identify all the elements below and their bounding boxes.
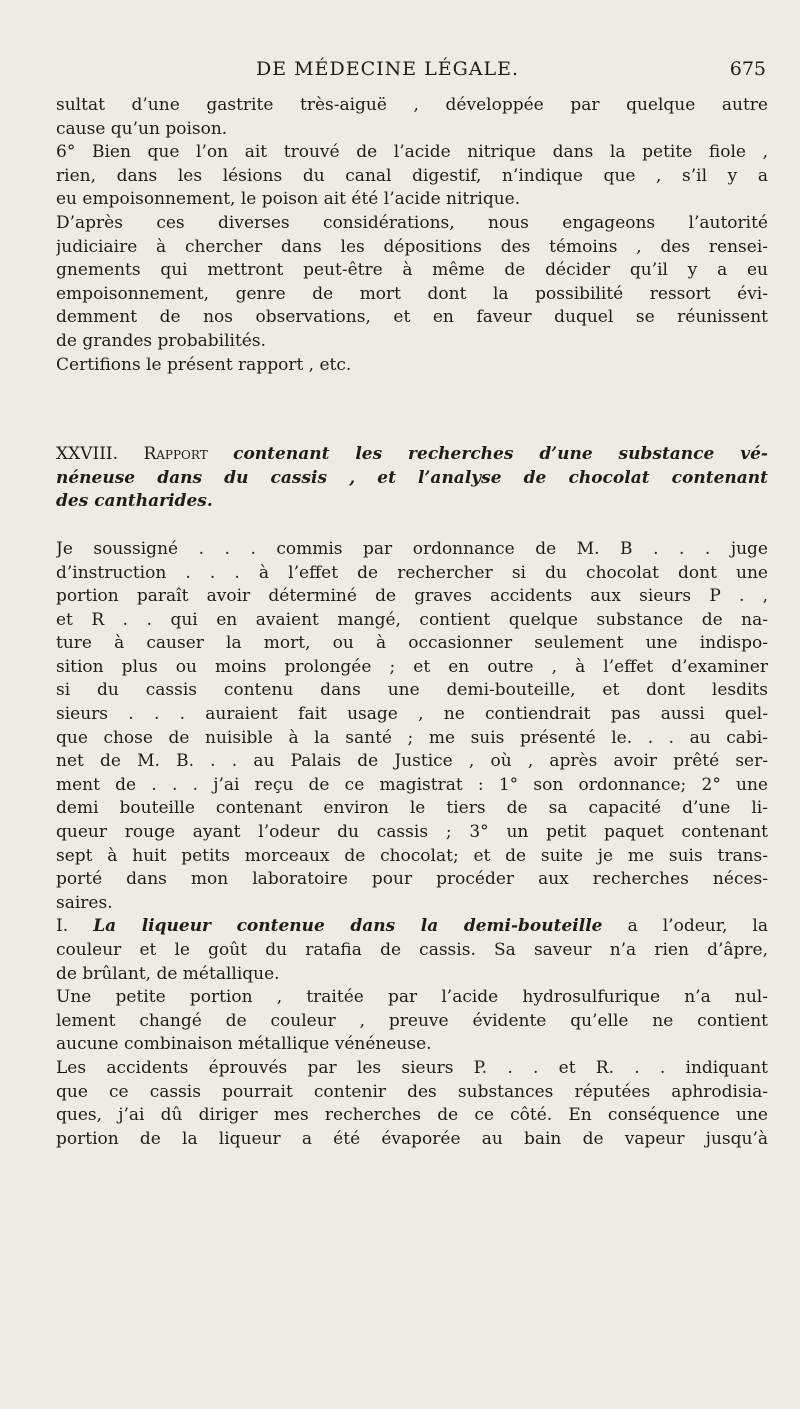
page-header bbox=[56, 58, 766, 84]
text-line: saires. bbox=[56, 892, 113, 913]
text-line: ture à causer la mort, ou à occasionner seulement une indispo- bbox=[56, 633, 768, 654]
section-title-line: des cantharides. bbox=[56, 491, 213, 512]
text-line: demment de nos observations, et en faveur duquel se réunissent bbox=[56, 307, 768, 328]
section-title-part: contenant les recherches d’une substance vé- bbox=[233, 444, 768, 465]
page-number: 675 bbox=[729, 58, 766, 80]
text-line: ques, j’ai dû diriger mes recherches de ce côté. En conséquence une bbox=[56, 1105, 768, 1126]
text-line: que chose de nuisible à la santé ; me suis présenté le. . . au cabi- bbox=[56, 727, 768, 748]
text-line: portion paraît avoir déterminé de graves accidents aux sieurs P . , bbox=[56, 586, 768, 607]
text-line: si du cassis contenu dans une demi-bouteille, et dont lesdits bbox=[56, 680, 768, 701]
text-line: sultat d’une gastrite très-aiguë , développée par quelque autre bbox=[56, 95, 768, 115]
text-line: queur rouge ayant l’odeur du cassis ; 3° un petit paquet contenant bbox=[56, 822, 768, 843]
text-line: et R . . qui en avaient mangé, contient quelque substance de na- bbox=[56, 609, 768, 630]
section-gap bbox=[56, 377, 768, 443]
item-italic: La liqueur contenue dans la demi-bouteille bbox=[93, 916, 603, 937]
running-title: DE MÉDECINE LÉGALE. bbox=[256, 58, 520, 80]
text-line: cause qu’un poison. bbox=[56, 118, 228, 139]
item-prefix: I. bbox=[56, 916, 69, 937]
section-number: XXVIII. bbox=[56, 444, 119, 465]
text-line: demi bouteille contenant environ le tiers de sa capacité d’une li- bbox=[56, 798, 768, 819]
text-line: que ce cassis pourrait contenir des substances réputées aphrodisia- bbox=[56, 1081, 768, 1102]
section-title-line: néneuse dans du cassis , et l’analyse de chocolat contenant bbox=[56, 467, 768, 488]
text-line: lement changé de couleur , preuve évidente qu’elle ne contient bbox=[56, 1010, 768, 1031]
text-line: judiciaire à chercher dans les dépositions des témoins , des rensei- bbox=[56, 236, 768, 257]
text-line: gnements qui mettront peut-être à même de décider qu’il y a eu bbox=[56, 260, 768, 281]
text-line: Une petite portion , traitée par l’acide hydrosulfurique n’a nul- bbox=[56, 987, 768, 1008]
section-label: Rapport bbox=[143, 444, 208, 465]
text-line: 6° Bien que l’on ait trouvé de l’acide nitrique dans la petite fiole , bbox=[56, 142, 768, 163]
text-line: sieurs . . . auraient fait usage , ne contiendrait pas aussi quel- bbox=[56, 704, 768, 725]
text-line: empoisonnement, genre de mort dont la possibilité ressort évi- bbox=[56, 283, 768, 304]
text-line: D’après ces diverses considérations, nous engageons l’autorité bbox=[56, 212, 768, 233]
text-line: sept à huit petits morceaux de chocolat; et de suite je me suis trans- bbox=[56, 845, 768, 866]
text-line: portion de la liqueur a été évaporée au bain de vapeur jusqu’à bbox=[56, 1128, 768, 1149]
text-line: sition plus ou moins prolongée ; et en outre , à l’effet d’examiner bbox=[56, 656, 768, 677]
text-line: net de M. B. . . au Palais de Justice , où , après avoir prêté ser- bbox=[56, 751, 768, 772]
text-line: de grandes probabilités. bbox=[56, 330, 266, 351]
text-line bbox=[56, 915, 768, 939]
text-line: couleur et le goût du ratafia de cassis. Sa saveur n’a rien d’âpre, bbox=[56, 940, 768, 960]
text-line: aucune combinaison métallique vénéneuse. bbox=[56, 1034, 432, 1055]
section-gap bbox=[56, 514, 768, 538]
page-body bbox=[56, 94, 768, 1151]
text-line: porté dans mon laboratoire pour procéder aux recherches néces- bbox=[56, 869, 768, 890]
text-line: Les accidents éprouvés par les sieurs P. . . et R. . . indiquant bbox=[56, 1057, 768, 1078]
text-line: rien, dans les lésions du canal digestif, n’indique que , s’il y a bbox=[56, 165, 768, 186]
item-rest: a l’odeur, la bbox=[627, 916, 768, 937]
text-line: eu empoisonnement, le poison ait été l’acide nitrique. bbox=[56, 189, 521, 210]
text-line: d’instruction . . . à l’effet de rechercher si du chocolat dont une bbox=[56, 562, 768, 583]
text-line: Je soussigné . . . commis par ordonnance de M. B . . . juge bbox=[56, 538, 768, 559]
text-line: Certifions le présent rapport , etc. bbox=[56, 354, 352, 375]
text-line: de brûlant, de métallique. bbox=[56, 963, 280, 984]
text-line: ment de . . . j’ai reçu de ce magistrat : 1° son ordonnance; 2° une bbox=[56, 774, 768, 795]
section-heading bbox=[56, 443, 768, 467]
